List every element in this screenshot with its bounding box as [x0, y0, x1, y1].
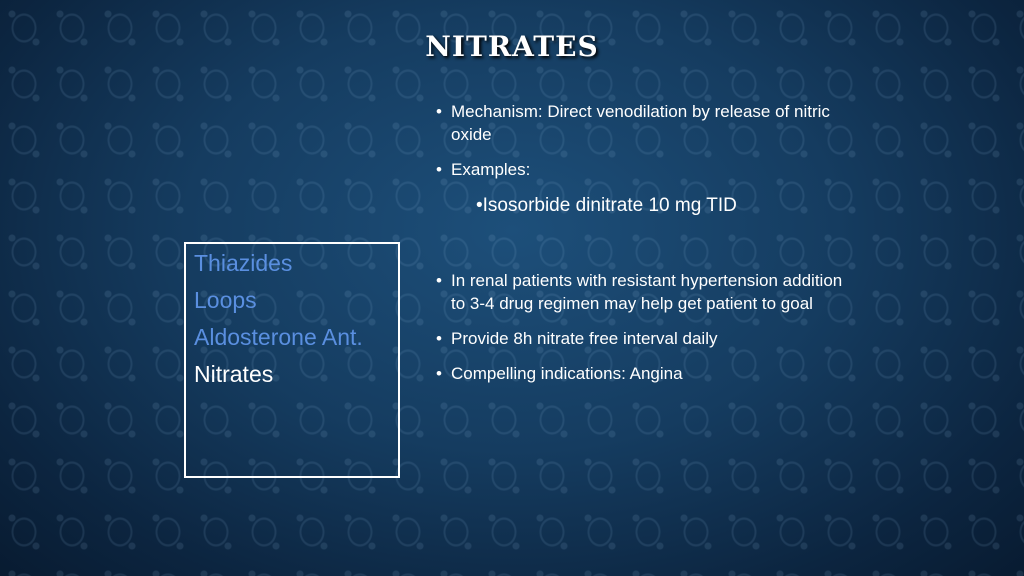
bullet-text: Provide 8h nitrate free interval daily	[451, 329, 718, 348]
slide-title: NITRATES	[425, 30, 599, 63]
bullet-item	[436, 327, 846, 350]
bullet-text: Compelling indications: Angina	[451, 364, 683, 383]
mechanism-bullet-list	[436, 100, 846, 193]
bullet-item	[436, 100, 846, 146]
bullet-dot: •	[436, 271, 442, 290]
drug-class-aldosterone: Aldosterone Ant.	[194, 324, 363, 350]
bullet-dot: •	[436, 364, 442, 383]
bullet-text: In renal patients with resistant hypertension addition to 3-4 drug regimen may help get patient to goal	[451, 271, 843, 313]
bullet-dot: •	[436, 329, 442, 348]
drug-class-nitrates: Nitrates	[194, 361, 274, 387]
bullet-item	[436, 158, 846, 181]
usage-bullet-list	[436, 269, 846, 397]
bullet-item	[436, 269, 846, 315]
bullet-text: Examples:	[451, 160, 531, 179]
bullet-item	[436, 362, 846, 385]
example-drug-bullet: •Isosorbide dinitrate 10 mg TID	[476, 195, 737, 216]
bullet-text: Mechanism: Direct venodilation by release of nitric oxide	[451, 102, 830, 144]
drug-class-box	[184, 242, 400, 478]
bullet-dot: •	[436, 102, 442, 121]
drug-class-thiazides: Thiazides	[194, 250, 293, 276]
drug-class-loops: Loops	[194, 287, 257, 313]
bullet-dot: •	[436, 160, 442, 179]
